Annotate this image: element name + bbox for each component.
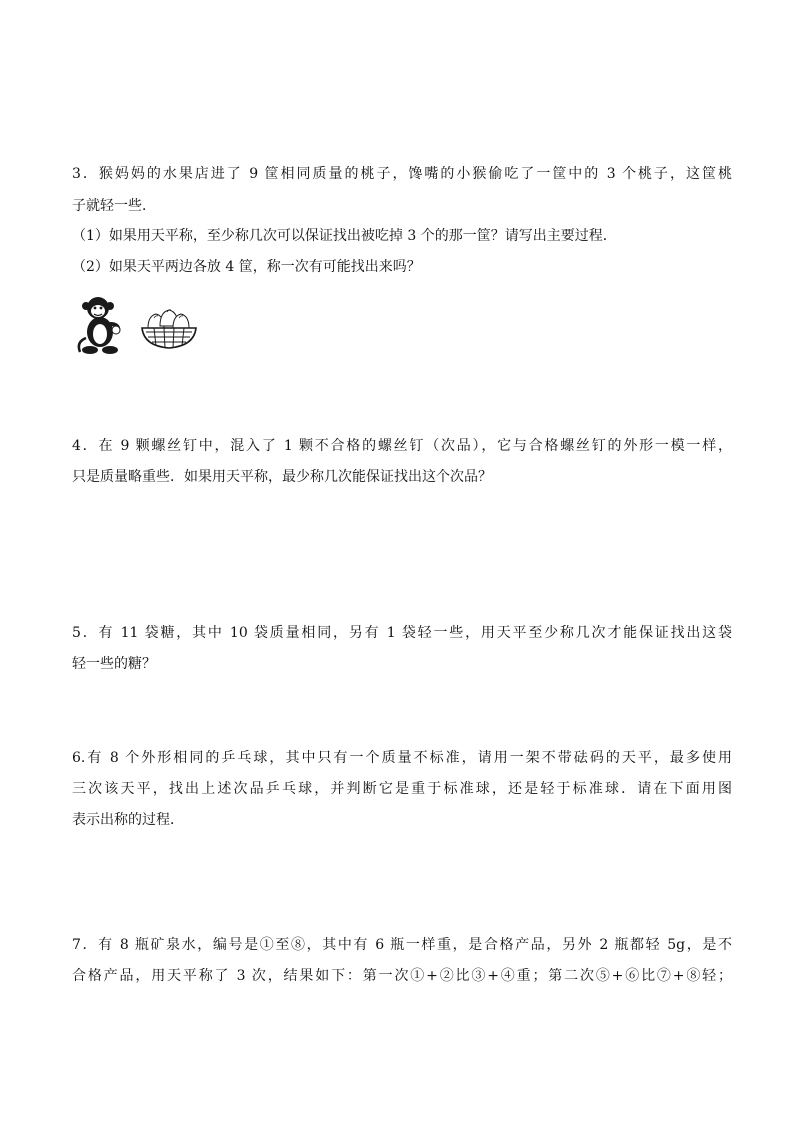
- monkey-peach-illustration: [76, 294, 206, 356]
- problem-6-line-3: 表示出称的过程．: [72, 812, 184, 828]
- problem-7-line-2: 合格产品，用天平称了 3 次，结果如下：第一次①+②比③+④重；第二次⑤+⑥比⑦+⑧轻；: [72, 968, 732, 984]
- problem-6-line-1: 6.有 8 个外形相同的乒乓球，其中只有一个质量不标准，请用一架不带砝码的天平，最多使用: [72, 750, 732, 766]
- problem-4-line-2: 只是质量略重些．如果用天平称，最少称几次能保证找出这个次品？: [72, 469, 492, 485]
- problem-4-line-1: 4．在 9 颗螺丝钉中，混入了 1 颗不合格的螺丝钉（次品），它与合格螺丝钉的外形一模一样，: [72, 438, 732, 454]
- problem-3-sub-1: （1）如果用天平称，至少称几次可以保证找出被吃掉 3 个的那一筐？请写出主要过程．: [72, 228, 617, 244]
- problem-3-line-1: 3．猴妈妈的水果店进了 9 筐相同质量的桃子，馋嘴的小猴偷吃了一筐中的 3 个桃子，这筐桃: [72, 166, 732, 182]
- monkey-icon: [79, 297, 120, 354]
- problem-7-line-1: 7．有 8 瓶矿泉水，编号是①至⑧，其中有 6 瓶一样重，是合格产品，另外 2 瓶都轻 5g，是不: [72, 937, 732, 953]
- peach-basket-icon: [142, 310, 196, 348]
- problem-5-line-2: 轻一些的糖？: [72, 656, 156, 672]
- problem-3-sub-2: （2）如果天平两边各放 4 筐，称一次有可能找出来吗？: [72, 259, 421, 275]
- problem-5-line-1: 5．有 11 袋糖，其中 10 袋质量相同，另有 1 袋轻一些，用天平至少称几次才能保证找出这袋: [72, 625, 732, 641]
- problem-6-line-2: 三次该天平，找出上述次品乒乓球，并判断它是重于标准球，还是轻于标准球．请在下面用图: [72, 781, 732, 797]
- problem-3-line-2: 子就轻一些．: [72, 198, 156, 214]
